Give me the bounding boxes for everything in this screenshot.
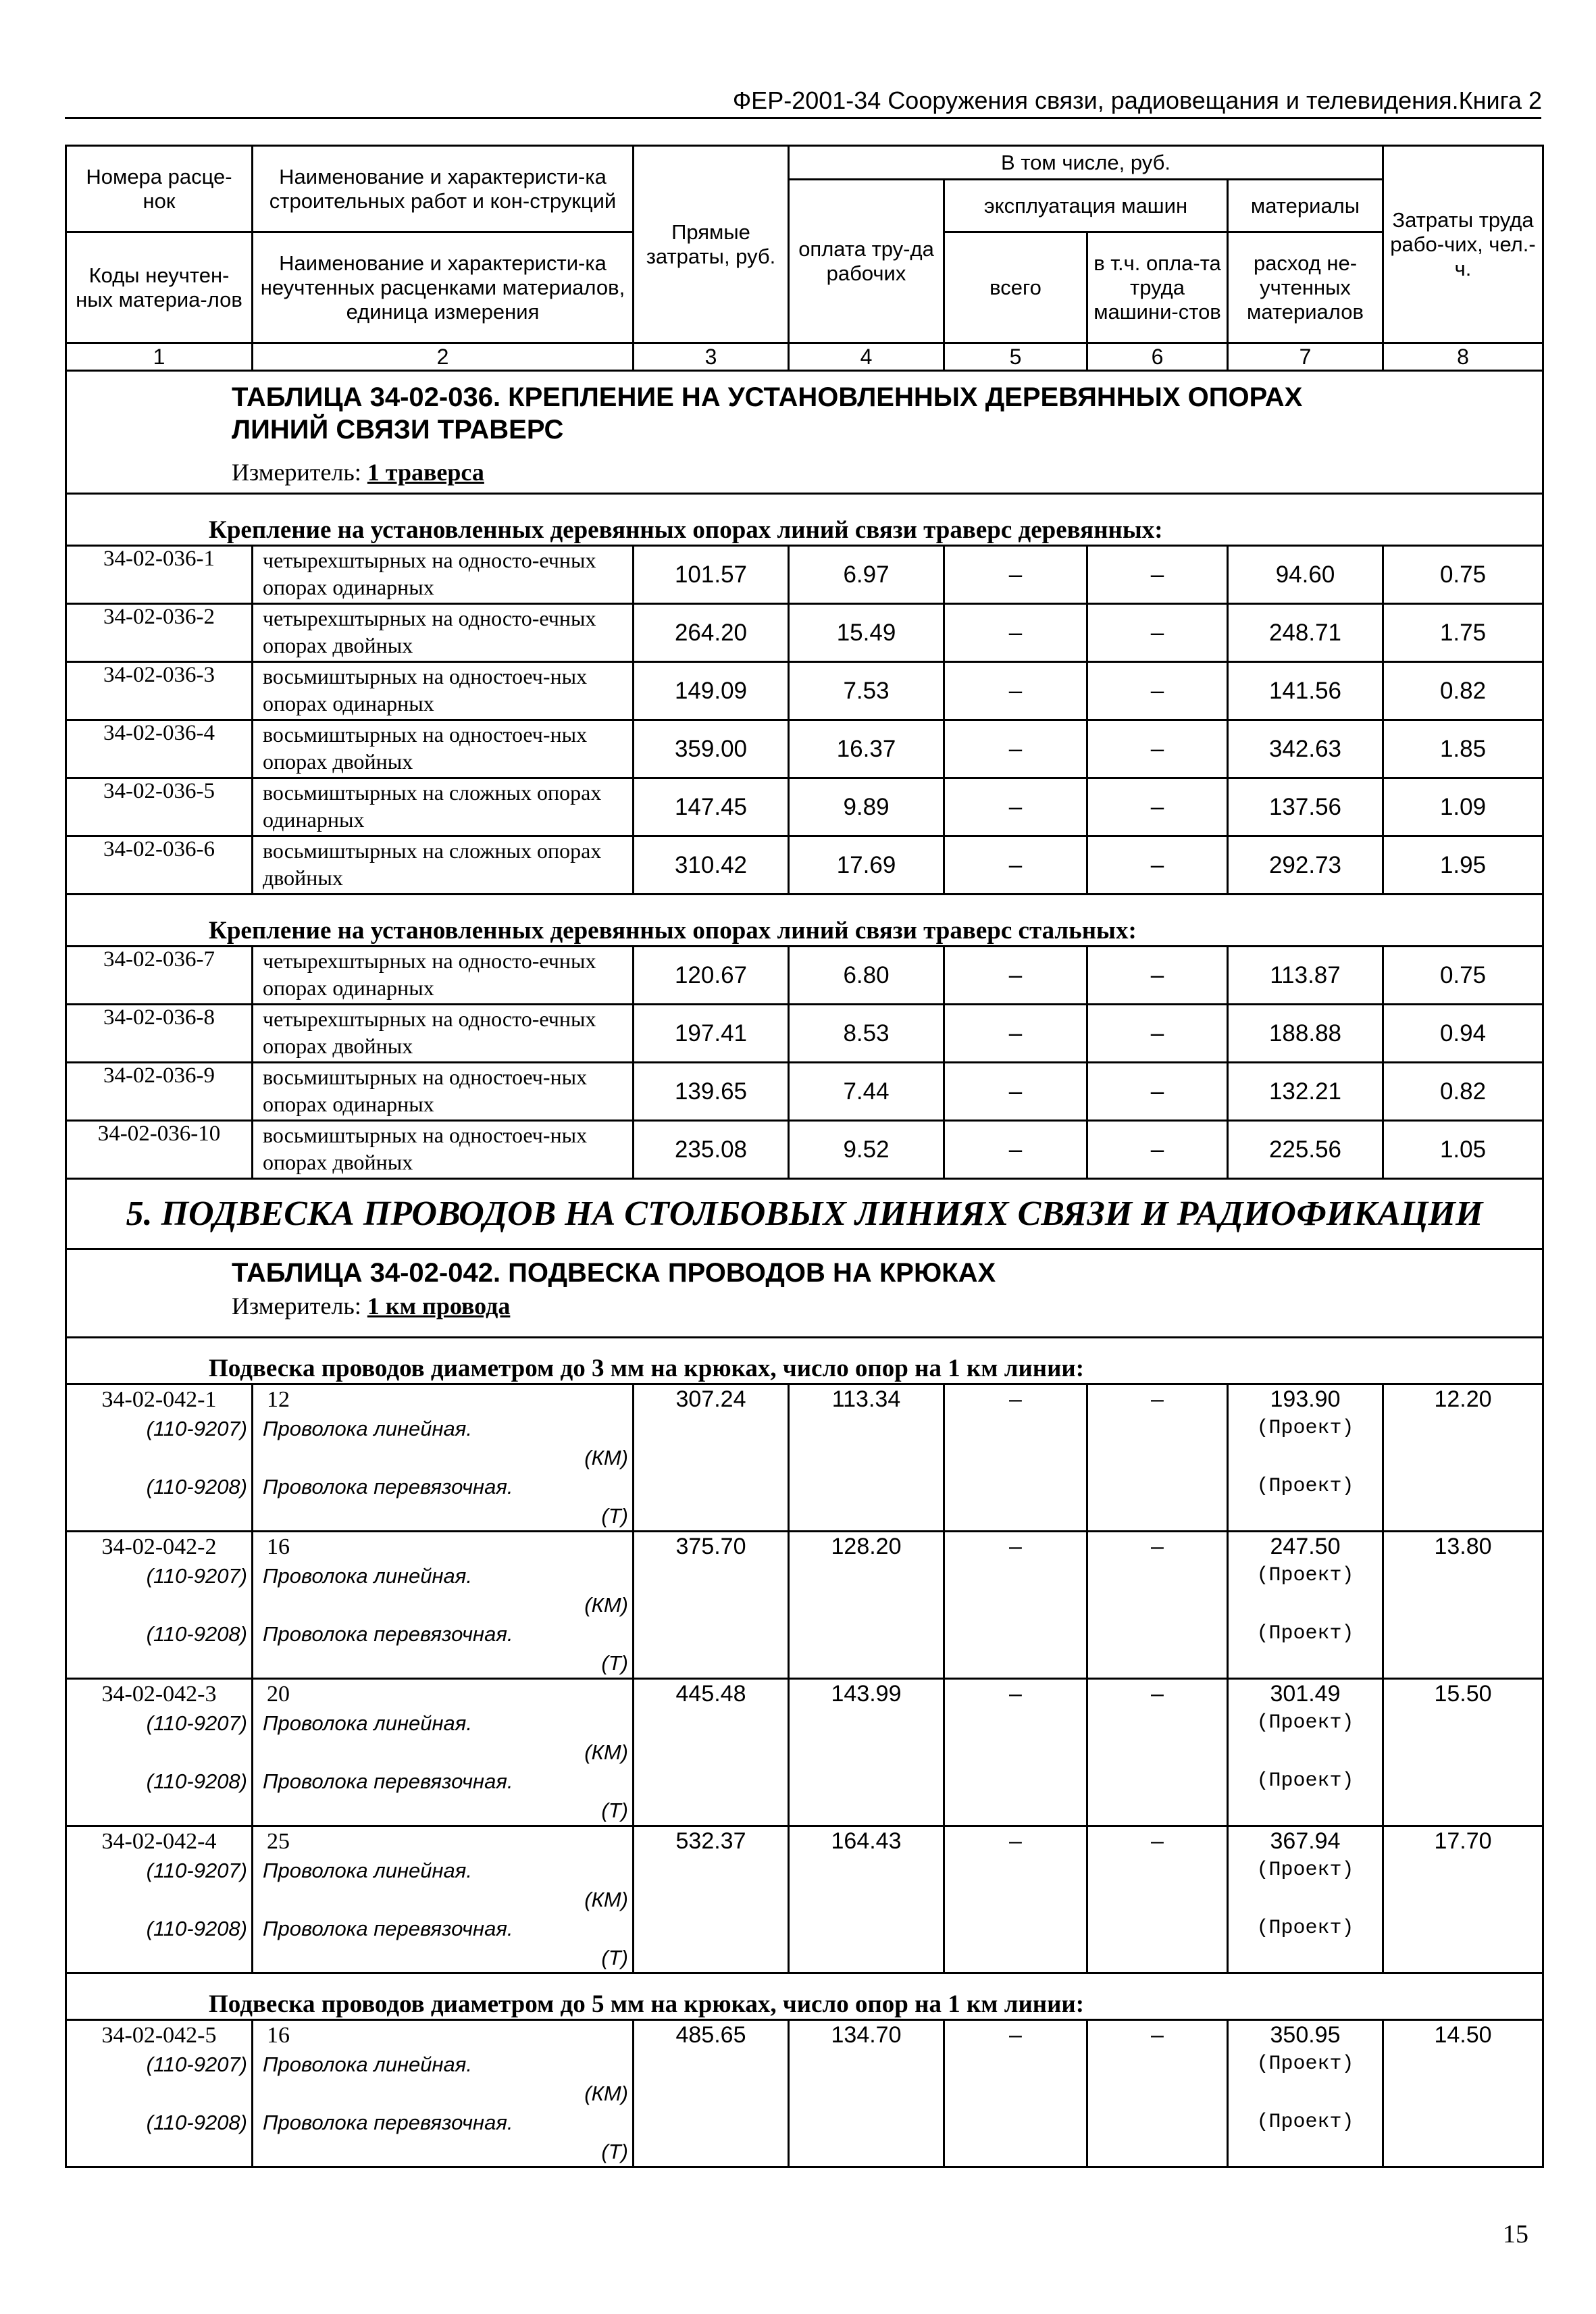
materials-header: материалы bbox=[1228, 180, 1383, 232]
group-heading: Крепление на установленных деревянных опорах линий связи траверс стальных: bbox=[66, 895, 1543, 947]
direct-cost: 149.09 bbox=[634, 662, 789, 720]
material-quantity: (Проект) bbox=[1256, 1769, 1354, 1792]
measure-value: 1 км провода bbox=[367, 1292, 511, 1319]
support-count: 20 bbox=[267, 1682, 290, 1707]
material-code: (110-9208) bbox=[146, 1475, 247, 1499]
direct-cost-cell bbox=[634, 1679, 789, 1826]
labor-cost: 7.44 bbox=[789, 1063, 944, 1121]
section-title: 5. ПОДВЕСКА ПРОВОДОВ НА СТОЛБОВЫХ ЛИНИЯХ СВЯЗИ И РАДИОФИКАЦИИ bbox=[66, 1179, 1543, 1249]
subheading-row bbox=[66, 1338, 1543, 1384]
material-unit: (КМ) bbox=[584, 1446, 628, 1469]
materials-cost: 193.90 bbox=[1270, 1386, 1341, 1412]
table-row bbox=[66, 1063, 1543, 1121]
material-quantity: (Проект) bbox=[1256, 1417, 1354, 1440]
labor-cost: 143.99 bbox=[831, 1681, 902, 1707]
col2-header-bottom: Наименование и характеристи-ка неучтенных расценками материалов, единица измерения bbox=[253, 232, 634, 343]
materials-cell bbox=[1228, 1826, 1383, 1973]
labor-cost: 128.20 bbox=[831, 1534, 902, 1559]
work-description: восьмиштырных на сложных опорах одинарных bbox=[253, 778, 634, 836]
table-042-measure bbox=[71, 1292, 1538, 1320]
machine-cost: – bbox=[1009, 1386, 1022, 1412]
col-number: 8 bbox=[1383, 343, 1543, 371]
table-row bbox=[66, 947, 1543, 1005]
table-row bbox=[66, 2020, 1543, 2167]
machinist-cost: – bbox=[1151, 1681, 1164, 1707]
machinist-cost: – bbox=[1151, 1828, 1164, 1854]
rate-code: 34-02-036-2 bbox=[66, 604, 253, 662]
machinist-cost: – bbox=[1087, 836, 1228, 895]
table-036-title: ТАБЛИЦА 34-02-036. КРЕПЛЕНИЕ НА УСТАНОВЛЕННЫХ ДЕРЕВЯННЫХ ОПОРАХ ЛИНИЙ СВЯЗИ ТРАВЕРС bbox=[232, 382, 1303, 445]
page-number: 15 bbox=[1503, 2220, 1528, 2248]
materials-cell bbox=[1228, 1679, 1383, 1826]
labor-hours-cell bbox=[1383, 2020, 1543, 2167]
materials-cost: 350.95 bbox=[1270, 2022, 1341, 2048]
col1-header-bottom: Коды неучтен-ных материа-лов bbox=[66, 232, 253, 343]
labor-cost-cell bbox=[789, 1532, 944, 1679]
material-name: Проволока линейная. bbox=[263, 1711, 472, 1735]
labor-cost: 7.53 bbox=[789, 662, 944, 720]
col-number: 4 bbox=[789, 343, 944, 371]
support-count: 25 bbox=[267, 1829, 290, 1854]
machinist-cost: – bbox=[1087, 604, 1228, 662]
rate-code: 34-02-042-3 bbox=[101, 1682, 217, 1707]
rate-code: 34-02-036-8 bbox=[66, 1005, 253, 1063]
machinist-cost: – bbox=[1087, 720, 1228, 778]
machine-cost-cell bbox=[944, 1679, 1087, 1826]
material-code: (110-9207) bbox=[146, 2053, 247, 2076]
direct-cost: 197.41 bbox=[634, 1005, 789, 1063]
machines-header: эксплуатация машин bbox=[944, 180, 1228, 232]
description-cell bbox=[253, 1384, 634, 1532]
material-unit: (КМ) bbox=[584, 1740, 628, 1764]
direct-cost: 485.65 bbox=[675, 2022, 746, 2048]
rate-code: 34-02-036-6 bbox=[66, 836, 253, 895]
material-unit: (Т) bbox=[601, 1651, 628, 1675]
machine-cost: – bbox=[944, 778, 1087, 836]
rate-code: 34-02-042-2 bbox=[101, 1534, 217, 1559]
work-description: восьмиштырных на сложных опорах двойных bbox=[253, 836, 634, 895]
machine-cost: – bbox=[944, 1121, 1087, 1179]
machine-cost-cell bbox=[944, 1826, 1087, 1973]
direct-cost: 264.20 bbox=[634, 604, 789, 662]
direct-cost: 445.48 bbox=[675, 1681, 746, 1707]
material-unit: (Т) bbox=[601, 2140, 628, 2163]
support-count: 12 bbox=[267, 1387, 290, 1412]
material-name: Проволока линейная. bbox=[263, 1564, 472, 1588]
materials-cost: 367.94 bbox=[1270, 1828, 1341, 1854]
material-quantity: (Проект) bbox=[1256, 1622, 1354, 1645]
rate-code: 34-02-036-1 bbox=[66, 546, 253, 604]
material-quantity: (Проект) bbox=[1256, 2111, 1354, 2134]
table-row bbox=[66, 604, 1543, 662]
rate-code: 34-02-036-9 bbox=[66, 1063, 253, 1121]
labor-hours: 1.85 bbox=[1383, 720, 1543, 778]
direct-cost: 147.45 bbox=[634, 778, 789, 836]
running-header: ФЕР-2001-34 Сооружения связи, радиовещания и телевидения.Книга 2 bbox=[732, 86, 1542, 114]
labor-cost: 6.80 bbox=[789, 947, 944, 1005]
rate-code: 34-02-036-3 bbox=[66, 662, 253, 720]
table-row bbox=[66, 1384, 1543, 1532]
labor-cost-cell bbox=[789, 1826, 944, 1973]
codes-cell bbox=[66, 1679, 253, 1826]
direct-cost: 310.42 bbox=[634, 836, 789, 895]
work-description: восьмиштырных на одностоеч-ных опорах двойных bbox=[253, 720, 634, 778]
rate-code: 34-02-042-1 bbox=[101, 1387, 217, 1412]
table-036-title-cell bbox=[66, 371, 1543, 494]
support-count: 16 bbox=[267, 1534, 290, 1559]
description-cell bbox=[253, 2020, 634, 2167]
table-row bbox=[66, 1679, 1543, 1826]
labor-cost: 16.37 bbox=[789, 720, 944, 778]
machine-cost: – bbox=[944, 546, 1087, 604]
table-row bbox=[66, 1532, 1543, 1679]
machinist-cost: – bbox=[1087, 947, 1228, 1005]
labor-cost: 15.49 bbox=[789, 604, 944, 662]
measure-label: Измеритель: bbox=[232, 459, 361, 486]
material-unit: (Т) bbox=[601, 1946, 628, 1969]
spacer bbox=[1233, 2079, 1378, 2108]
work-description: восьмиштырных на одностоеч-ных опорах одинарных bbox=[253, 1063, 634, 1121]
material-code: (110-9207) bbox=[146, 1859, 247, 1882]
materials-cost: 248.71 bbox=[1228, 604, 1383, 662]
col-number: 1 bbox=[66, 343, 253, 371]
spacer bbox=[71, 1738, 247, 1767]
machinist-cost: – bbox=[1087, 1121, 1228, 1179]
material-code: (110-9207) bbox=[146, 1564, 247, 1588]
machine-cost-cell bbox=[944, 2020, 1087, 2167]
rate-code: 34-02-036-5 bbox=[66, 778, 253, 836]
machinist-cost-cell bbox=[1087, 1826, 1228, 1973]
machinist-cost-cell bbox=[1087, 2020, 1228, 2167]
materials-cost: 94.60 bbox=[1228, 546, 1383, 604]
col-number: 2 bbox=[253, 343, 634, 371]
machinist-cost: – bbox=[1151, 1386, 1164, 1412]
description-cell bbox=[253, 1532, 634, 1679]
col2-header-top: Наименование и характеристи-ка строительных работ и кон-струкций bbox=[253, 146, 634, 232]
codes-cell bbox=[66, 1532, 253, 1679]
direct-cost: 120.67 bbox=[634, 947, 789, 1005]
spacer bbox=[71, 1443, 247, 1472]
subheading-row bbox=[66, 895, 1543, 947]
work-description: четырехштырных на односто-ечных опорах одинарных bbox=[253, 546, 634, 604]
machine-cost: – bbox=[1009, 1534, 1022, 1559]
work-description: четырехштырных на односто-ечных опорах двойных bbox=[253, 604, 634, 662]
table-row bbox=[66, 662, 1543, 720]
spacer bbox=[1233, 1738, 1378, 1767]
col3-header: Прямые затраты, руб. bbox=[634, 146, 789, 343]
col8-header: Затраты труда рабо-чих, чел.-ч. bbox=[1383, 146, 1543, 343]
col6-header: в т.ч. опла-та труда машини-стов bbox=[1087, 232, 1228, 343]
direct-cost: 375.70 bbox=[675, 1534, 746, 1559]
direct-cost: 101.57 bbox=[634, 546, 789, 604]
rate-code: 34-02-042-5 bbox=[101, 2023, 217, 2048]
measure-label: Измеритель: bbox=[232, 1292, 361, 1319]
labor-cost-cell bbox=[789, 2020, 944, 2167]
support-count: 16 bbox=[267, 2023, 290, 2048]
labor-cost: 9.52 bbox=[789, 1121, 944, 1179]
work-description: четырехштырных на односто-ечных опорах одинарных bbox=[253, 947, 634, 1005]
col-number: 5 bbox=[944, 343, 1087, 371]
work-description: четырехштырных на односто-ечных опорах двойных bbox=[253, 1005, 634, 1063]
materials-cost: 113.87 bbox=[1228, 947, 1383, 1005]
subheading-row bbox=[66, 1973, 1543, 2020]
material-name: Проволока перевязочная. bbox=[263, 1475, 513, 1499]
table-row bbox=[66, 836, 1543, 895]
spacer bbox=[1233, 1590, 1378, 1619]
machine-cost: – bbox=[1009, 1681, 1022, 1707]
labor-hours-cell bbox=[1383, 1532, 1543, 1679]
table-042-title-cell bbox=[66, 1249, 1543, 1338]
material-code: (110-9208) bbox=[146, 2111, 247, 2134]
materials-cost: 342.63 bbox=[1228, 720, 1383, 778]
machinist-cost-cell bbox=[1087, 1384, 1228, 1532]
machine-cost: – bbox=[944, 604, 1087, 662]
labor-hours: 17.70 bbox=[1434, 1828, 1492, 1854]
table-row bbox=[66, 1826, 1543, 1973]
materials-cell bbox=[1228, 1532, 1383, 1679]
labor-cost: 113.34 bbox=[831, 1386, 901, 1412]
machine-cost: – bbox=[944, 947, 1087, 1005]
materials-cost: 132.21 bbox=[1228, 1063, 1383, 1121]
col4-header: оплата тру-да рабочих bbox=[789, 180, 944, 343]
spacer bbox=[71, 2079, 247, 2108]
machine-cost-cell bbox=[944, 1384, 1087, 1532]
materials-cost: 137.56 bbox=[1228, 778, 1383, 836]
labor-hours: 0.82 bbox=[1383, 1063, 1543, 1121]
machine-cost: – bbox=[944, 1063, 1087, 1121]
header-rule bbox=[65, 117, 1541, 119]
spacer bbox=[71, 1885, 247, 1914]
material-unit: (Т) bbox=[601, 1799, 628, 1822]
materials-cost: 301.49 bbox=[1270, 1681, 1341, 1707]
material-quantity: (Проект) bbox=[1256, 1917, 1354, 1940]
labor-hours: 1.05 bbox=[1383, 1121, 1543, 1179]
direct-cost: 235.08 bbox=[634, 1121, 789, 1179]
labor-cost-cell bbox=[789, 1384, 944, 1532]
labor-hours: 0.75 bbox=[1383, 546, 1543, 604]
machinist-cost: – bbox=[1087, 778, 1228, 836]
labor-hours: 0.75 bbox=[1383, 947, 1543, 1005]
material-name: Проволока перевязочная. bbox=[263, 1769, 513, 1793]
material-code: (110-9207) bbox=[146, 1711, 247, 1735]
spacer bbox=[1233, 1443, 1378, 1472]
material-code: (110-9208) bbox=[146, 1917, 247, 1940]
direct-cost-cell bbox=[634, 2020, 789, 2167]
material-code: (110-9208) bbox=[146, 1622, 247, 1646]
machine-cost: – bbox=[944, 836, 1087, 895]
col-number: 7 bbox=[1228, 343, 1383, 371]
labor-cost: 17.69 bbox=[789, 836, 944, 895]
labor-cost: 6.97 bbox=[789, 546, 944, 604]
labor-hours: 1.09 bbox=[1383, 778, 1543, 836]
subheading-row bbox=[66, 494, 1543, 546]
col-number: 3 bbox=[634, 343, 789, 371]
rate-code: 34-02-036-4 bbox=[66, 720, 253, 778]
group-heading: Подвеска проводов диаметром до 5 мм на крюках, число опор на 1 км линии: bbox=[66, 1973, 1543, 2020]
labor-hours: 13.80 bbox=[1434, 1534, 1492, 1559]
material-name: Проволока перевязочная. bbox=[263, 1917, 513, 1940]
material-quantity: (Проект) bbox=[1256, 1475, 1354, 1498]
labor-hours: 1.95 bbox=[1383, 836, 1543, 895]
material-name: Проволока перевязочная. bbox=[263, 2111, 513, 2134]
incl-header: В том числе, руб. bbox=[789, 146, 1383, 180]
direct-cost-cell bbox=[634, 1384, 789, 1532]
table-row bbox=[66, 720, 1543, 778]
group-heading: Крепление на установленных деревянных опорах линий связи траверс деревянных: bbox=[66, 494, 1543, 546]
material-unit: (КМ) bbox=[584, 2082, 628, 2105]
material-quantity: (Проект) bbox=[1256, 1564, 1354, 1587]
table-row bbox=[66, 1121, 1543, 1179]
group-heading: Подвеска проводов диаметром до 3 мм на крюках, число опор на 1 км линии: bbox=[66, 1338, 1543, 1384]
machinist-cost: – bbox=[1087, 546, 1228, 604]
labor-hours: 15.50 bbox=[1434, 1681, 1492, 1707]
col-number: 6 bbox=[1087, 343, 1228, 371]
materials-cost: 247.50 bbox=[1270, 1534, 1341, 1559]
labor-hours: 0.82 bbox=[1383, 662, 1543, 720]
table-row bbox=[66, 1005, 1543, 1063]
spacer bbox=[71, 1590, 247, 1619]
machine-cost: – bbox=[944, 662, 1087, 720]
material-quantity: (Проект) bbox=[1256, 1711, 1354, 1734]
codes-cell bbox=[66, 1826, 253, 1973]
direct-cost: 359.00 bbox=[634, 720, 789, 778]
materials-cost: 292.73 bbox=[1228, 836, 1383, 895]
direct-cost-cell bbox=[634, 1826, 789, 1973]
material-code: (110-9207) bbox=[146, 1417, 247, 1440]
material-quantity: (Проект) bbox=[1256, 2053, 1354, 2076]
machine-cost: – bbox=[944, 720, 1087, 778]
material-name: Проволока линейная. bbox=[263, 2053, 472, 2076]
work-description: восьмиштырных на одностоеч-ных опорах одинарных bbox=[253, 662, 634, 720]
materials-cost: 225.56 bbox=[1228, 1121, 1383, 1179]
material-quantity: (Проект) bbox=[1256, 1859, 1354, 1882]
direct-cost-cell bbox=[634, 1532, 789, 1679]
material-name: Проволока линейная. bbox=[263, 1859, 472, 1882]
rate-code: 34-02-036-10 bbox=[66, 1121, 253, 1179]
description-cell bbox=[253, 1679, 634, 1826]
direct-cost: 532.37 bbox=[675, 1828, 746, 1854]
materials-cell bbox=[1228, 2020, 1383, 2167]
labor-cost: 134.70 bbox=[831, 2022, 902, 2048]
machine-cost: – bbox=[1009, 2022, 1022, 2048]
machinist-cost: – bbox=[1087, 1005, 1228, 1063]
work-description: восьмиштырных на одностоеч-ных опорах двойных bbox=[253, 1121, 634, 1179]
labor-hours: 14.50 bbox=[1434, 2022, 1492, 2048]
materials-cost: 188.88 bbox=[1228, 1005, 1383, 1063]
description-cell bbox=[253, 1826, 634, 1973]
labor-hours-cell bbox=[1383, 1826, 1543, 1973]
machinist-cost: – bbox=[1087, 1063, 1228, 1121]
machinist-cost: – bbox=[1151, 1534, 1164, 1559]
material-name: Проволока линейная. bbox=[263, 1417, 472, 1440]
labor-hours-cell bbox=[1383, 1384, 1543, 1532]
materials-cell bbox=[1228, 1384, 1383, 1532]
codes-cell bbox=[66, 2020, 253, 2167]
labor-cost: 8.53 bbox=[789, 1005, 944, 1063]
table-042-title: ТАБЛИЦА 34-02-042. ПОДВЕСКА ПРОВОДОВ НА КРЮКАХ bbox=[232, 1258, 996, 1288]
machine-cost-cell bbox=[944, 1532, 1087, 1679]
section-title-row bbox=[66, 1179, 1543, 1249]
direct-cost: 139.65 bbox=[634, 1063, 789, 1121]
machinist-cost-cell bbox=[1087, 1679, 1228, 1826]
rate-code: 34-02-036-7 bbox=[66, 947, 253, 1005]
material-unit: (КМ) bbox=[584, 1593, 628, 1617]
labor-hours: 0.94 bbox=[1383, 1005, 1543, 1063]
rate-code: 34-02-042-4 bbox=[101, 1829, 217, 1854]
measure-value: 1 траверса bbox=[367, 459, 484, 486]
labor-cost: 164.43 bbox=[831, 1828, 902, 1854]
table-036-measure bbox=[71, 458, 1538, 486]
machinist-cost: – bbox=[1151, 2022, 1164, 2048]
spacer bbox=[1233, 1885, 1378, 1914]
labor-cost-cell bbox=[789, 1679, 944, 1826]
machine-cost: – bbox=[1009, 1828, 1022, 1854]
labor-hours: 12.20 bbox=[1434, 1386, 1492, 1412]
labor-cost: 9.89 bbox=[789, 778, 944, 836]
direct-cost: 307.24 bbox=[675, 1386, 746, 1412]
machinist-cost: – bbox=[1087, 662, 1228, 720]
column-numbers-row bbox=[66, 343, 1543, 371]
rates-table bbox=[65, 145, 1544, 2168]
codes-cell bbox=[66, 1384, 253, 1532]
machinist-cost-cell bbox=[1087, 1532, 1228, 1679]
material-unit: (КМ) bbox=[584, 1888, 628, 1911]
labor-hours: 1.75 bbox=[1383, 604, 1543, 662]
material-unit: (Т) bbox=[601, 1504, 628, 1528]
col7-header: расход не-учтенных материалов bbox=[1228, 232, 1383, 343]
table-row bbox=[66, 546, 1543, 604]
material-code: (110-9208) bbox=[146, 1769, 247, 1793]
labor-hours-cell bbox=[1383, 1679, 1543, 1826]
machine-cost: – bbox=[944, 1005, 1087, 1063]
table-row bbox=[66, 778, 1543, 836]
col5-header: всего bbox=[944, 232, 1087, 343]
material-name: Проволока перевязочная. bbox=[263, 1622, 513, 1646]
col1-header-top: Номера расце-нок bbox=[66, 146, 253, 232]
materials-cost: 141.56 bbox=[1228, 662, 1383, 720]
